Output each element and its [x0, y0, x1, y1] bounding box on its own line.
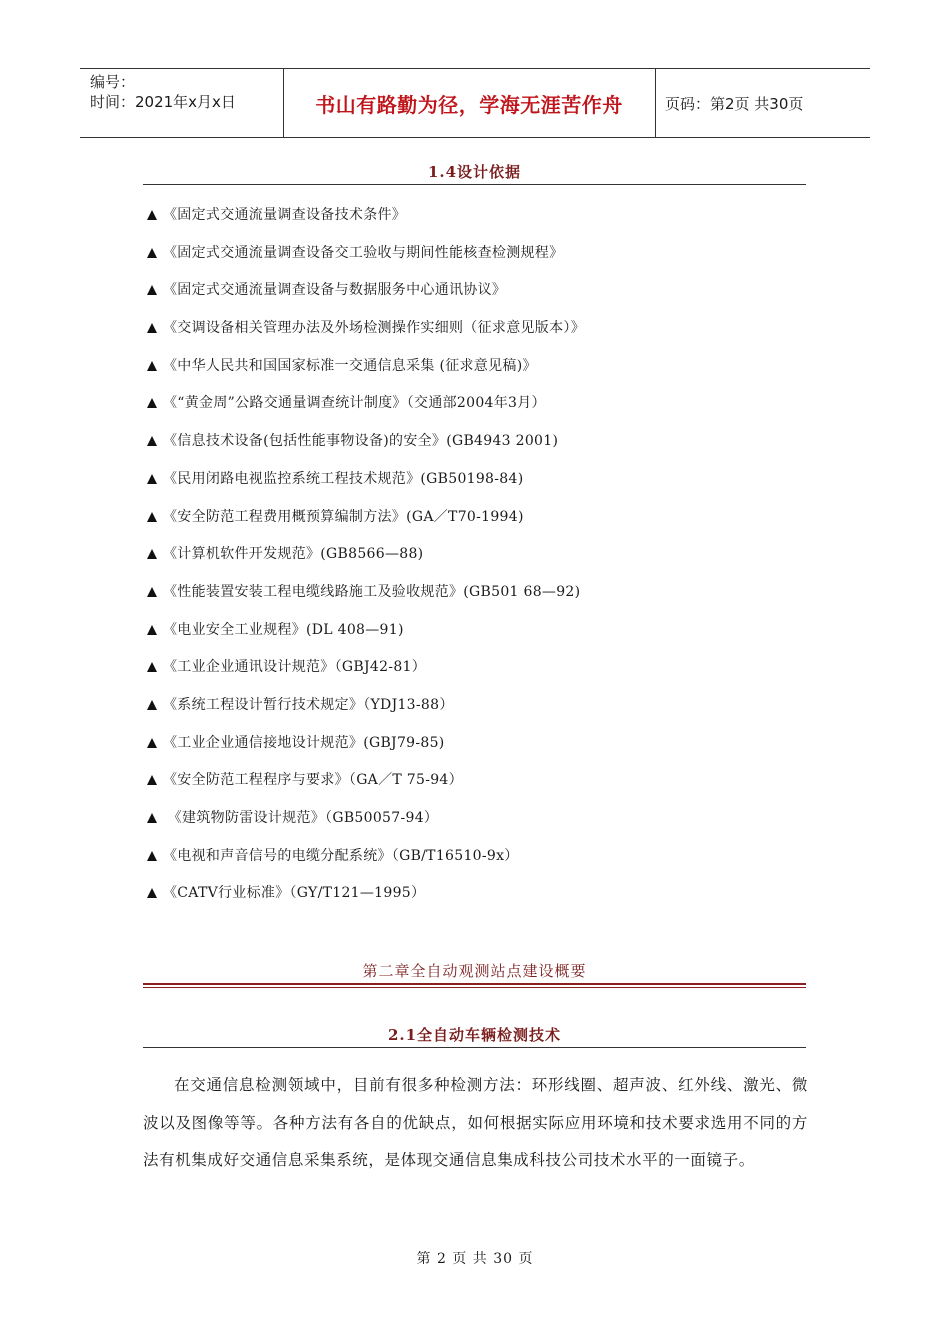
reference-item [147, 875, 847, 913]
reference-item [147, 310, 847, 348]
chapter-rule [143, 983, 806, 985]
bullet-triangle-icon [147, 398, 157, 408]
bullet-triangle-icon [147, 549, 157, 559]
doc-time-label: 时间：2021年x月x日 [90, 93, 236, 111]
bullet-triangle-icon [147, 738, 157, 748]
reference-list [147, 197, 847, 913]
reference-item [147, 461, 847, 499]
reference-text: 《固定式交通流量调查设备技术条件》 [163, 207, 407, 223]
bullet-triangle-icon [147, 285, 157, 295]
reference-item [147, 649, 847, 687]
reference-text: 《中华人民共和国国家标准一交通信息采集 (征求意见稿)》 [163, 357, 537, 374]
bullet-triangle-icon [147, 248, 157, 258]
bullet-triangle-icon [147, 436, 157, 446]
reference-item [147, 423, 847, 461]
reference-text: 《固定式交通流量调查设备与数据服务中心通讯协议》 [163, 282, 507, 299]
bullet-triangle-icon [147, 210, 157, 220]
reference-text: 《工业企业通讯设计规范》（GBJ42-81） [163, 659, 427, 676]
body-paragraph: 在交通信息检测领域中，目前有很多种检测方法：环形线圈、超声波、红外线、激光、微波以及图像等等。各种方法有各自的优缺点，如何根据实际应用环境和技术要求选用不同的方法有机集成好交通信息采集系统，是体现交通信息集成科技公司技术水平的一面镜子。 [143, 1076, 808, 1169]
section-rule [143, 184, 806, 185]
chapter-title: 第二章全自动观测站点建设概要 [362, 962, 587, 980]
page-header [80, 68, 870, 138]
bullet-triangle-icon [147, 813, 157, 823]
reference-text: 《电视和声音信号的电缆分配系统》（GB/T16510-9x） [163, 847, 519, 864]
header-meta [80, 69, 283, 137]
reference-item [147, 536, 847, 574]
reference-text: 《信息技术设备(包括性能事物设备)的安全》(GB4943 2001) [163, 433, 559, 450]
reference-text: 《工业企业通信接地设计规范》(GBJ79-85) [163, 734, 445, 751]
reference-text: 《性能装置安装工程电缆线路施工及验收规范》(GB501 68—92) [163, 583, 581, 600]
reference-item [147, 235, 847, 273]
reference-text: 《交调设备相关管理办法及外场检测操作实细则（征求意见版本）》 [163, 320, 585, 337]
reference-item [147, 385, 847, 423]
reference-text: 《建筑物防雷设计规范》（GB50057-94） [163, 810, 439, 826]
bullet-triangle-icon [147, 888, 157, 898]
reference-item [147, 499, 847, 537]
reference-item [147, 612, 847, 650]
bullet-triangle-icon [147, 361, 157, 371]
reference-text: 《民用闭路电视监控系统工程技术规范》(GB50198-84) [163, 470, 524, 487]
section-title-2-1: 2.1全自动车辆检测技术 [387, 1026, 562, 1044]
reference-text: 《“黄金周”公路交通量调查统计制度》（交通部2004年3月） [163, 395, 546, 412]
bullet-triangle-icon [147, 512, 157, 522]
bullet-triangle-icon [147, 851, 157, 861]
doc-number-label: 编号： [90, 73, 136, 91]
reference-item [147, 838, 847, 876]
reference-item [147, 574, 847, 612]
bullet-triangle-icon [147, 662, 157, 672]
bullet-triangle-icon [147, 700, 157, 710]
reference-item [147, 687, 847, 725]
bullet-triangle-icon [147, 625, 157, 635]
reference-text: 《安全防范工程程序与要求》（GA／T 75-94） [163, 772, 463, 789]
reference-text: 《安全防范工程费用概预算编制方法》(GA／T70-1994) [163, 508, 524, 525]
reference-text: 《固定式交通流量调查设备交工验收与期间性能核查检测规程》 [163, 244, 564, 261]
chapter-rule-thin [143, 987, 806, 988]
reference-item [147, 348, 847, 386]
section-rule [143, 1047, 806, 1048]
bullet-triangle-icon [147, 474, 157, 484]
reference-text: 《电业安全工业规程》(DL 408—91) [163, 621, 404, 638]
reference-text: 《计算机软件开发规范》(GB8566—88) [163, 546, 424, 563]
bullet-triangle-icon [147, 775, 157, 785]
reference-text: 《系统工程设计暂行技术规定》（YDJ13-88） [163, 696, 454, 713]
header-motto: 书山有路勤为径，学海无涯苦作舟 [315, 92, 623, 117]
reference-item [147, 272, 847, 310]
reference-item [147, 800, 847, 838]
section-title-1-4: 1.4设计依据 [427, 163, 522, 181]
reference-item [147, 197, 847, 235]
reference-item [147, 725, 847, 763]
page-footer: 第 2 页 共 30 页 [416, 1251, 534, 1267]
reference-item [147, 762, 847, 800]
bullet-triangle-icon [147, 587, 157, 597]
reference-text: 《CATV行业标准》（GY/T121—1995） [163, 885, 426, 902]
header-page-info: 页码：第2页 共30页 [665, 94, 804, 113]
bullet-triangle-icon [147, 323, 157, 333]
